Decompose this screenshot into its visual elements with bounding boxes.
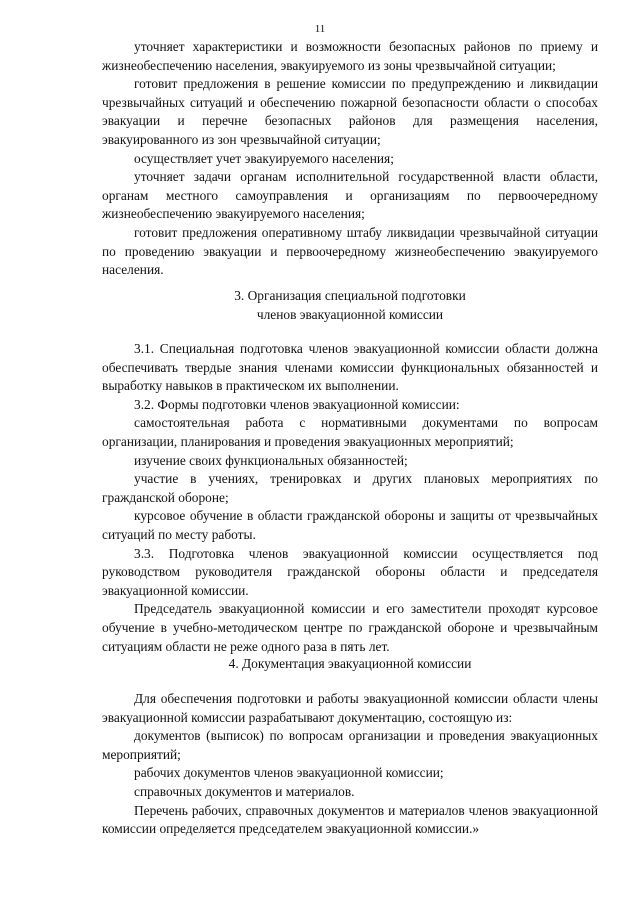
paragraph: Для обеспечения подготовки и работы эвакуационной комиссии области члены эвакуационной комиссии разрабатывают документацию, состоящую из: [102, 691, 598, 725]
section-3-heading [102, 287, 598, 324]
paragraph: рабочих документов членов эвакуационной комиссии; [134, 765, 444, 781]
section-title-line: членов эвакуационной комиссии [256, 306, 444, 322]
paragraph: изучение своих функциональных обязанностей; [134, 452, 408, 468]
paragraph: 3.3. Подготовка членов эвакуационной комиссии осуществляется под руководством руководителя гражданской обороны области и председателя эвакуационной комиссии. [102, 545, 598, 598]
paragraph: 3.1. Специальная подготовка членов эвакуационной комиссии области должна обеспечивать твердые знания членами комиссии функциональных обязанностей и выработку навыков в практическом их выполнении. [102, 341, 598, 394]
paragraph: уточняет задачи органам исполнительной государственной власти области, органам местного самоуправления и организациям по первоочередному жизнеобеспечению эвакуируемого населения; [102, 169, 598, 222]
paragraph: документов (выписок) по вопросам организации и проведения эвакуационных мероприятий; [102, 728, 598, 762]
section-title-line: 3. Организация специальной подготовки [234, 288, 466, 303]
paragraph: готовит предложения оперативному штабу ликвидации чрезвычайной ситуации по проведению эвакуации и первоочередному жизнеобеспечению эвакуируемого населения. [102, 224, 598, 278]
section-4-body [102, 690, 598, 839]
paragraph: участие в учениях, тренировках и других плановых мероприятиях по гражданской обороне; [102, 471, 598, 505]
paragraph: справочных документов и материалов. [134, 783, 355, 799]
paragraph: готовит предложения в решение комиссии по предупреждению и ликвидации чрезвычайных ситуаций и обеспечению пожарной безопасности области о способах эвакуации и перечне безопасных районов для размещения населения, эвакуированного из зон чрезвычайной ситуации; [102, 76, 598, 147]
paragraph: осуществляет учет эвакуируемого населения; [134, 150, 394, 166]
section-title: 4. Документация эвакуационной комиссии [228, 656, 472, 671]
page-number: 11 [314, 23, 326, 35]
duties-list [102, 38, 598, 280]
paragraph: Председатель эвакуационной комиссии и его заместители проходят курсовое обучение в учебно-методическом центре по гражданской обороне и чрезвычайным ситуациям области не реже одного раза в пять лет. [102, 601, 598, 654]
paragraph: самостоятельная работа с нормативными документами по вопросам организации, планирования и проведения эвакуационных мероприятий; [102, 415, 598, 449]
section-4-heading [102, 655, 598, 674]
paragraph: Перечень рабочих, справочных документов и материалов членов эвакуационной комиссии определяется председателем эвакуационной комиссии.» [102, 802, 598, 837]
section-3-body [102, 340, 598, 656]
paragraph: 3.2. Формы подготовки членов эвакуационной комиссии: [134, 396, 460, 412]
paragraph: уточняет характеристики и возможности безопасных районов по приему и жизнеобеспечению населения, эвакуируемого из зоны чрезвычайной ситуации; [102, 39, 598, 73]
paragraph: курсовое обучение в области гражданской обороны и защиты от чрезвычайных ситуаций по месту работы. [102, 508, 598, 542]
